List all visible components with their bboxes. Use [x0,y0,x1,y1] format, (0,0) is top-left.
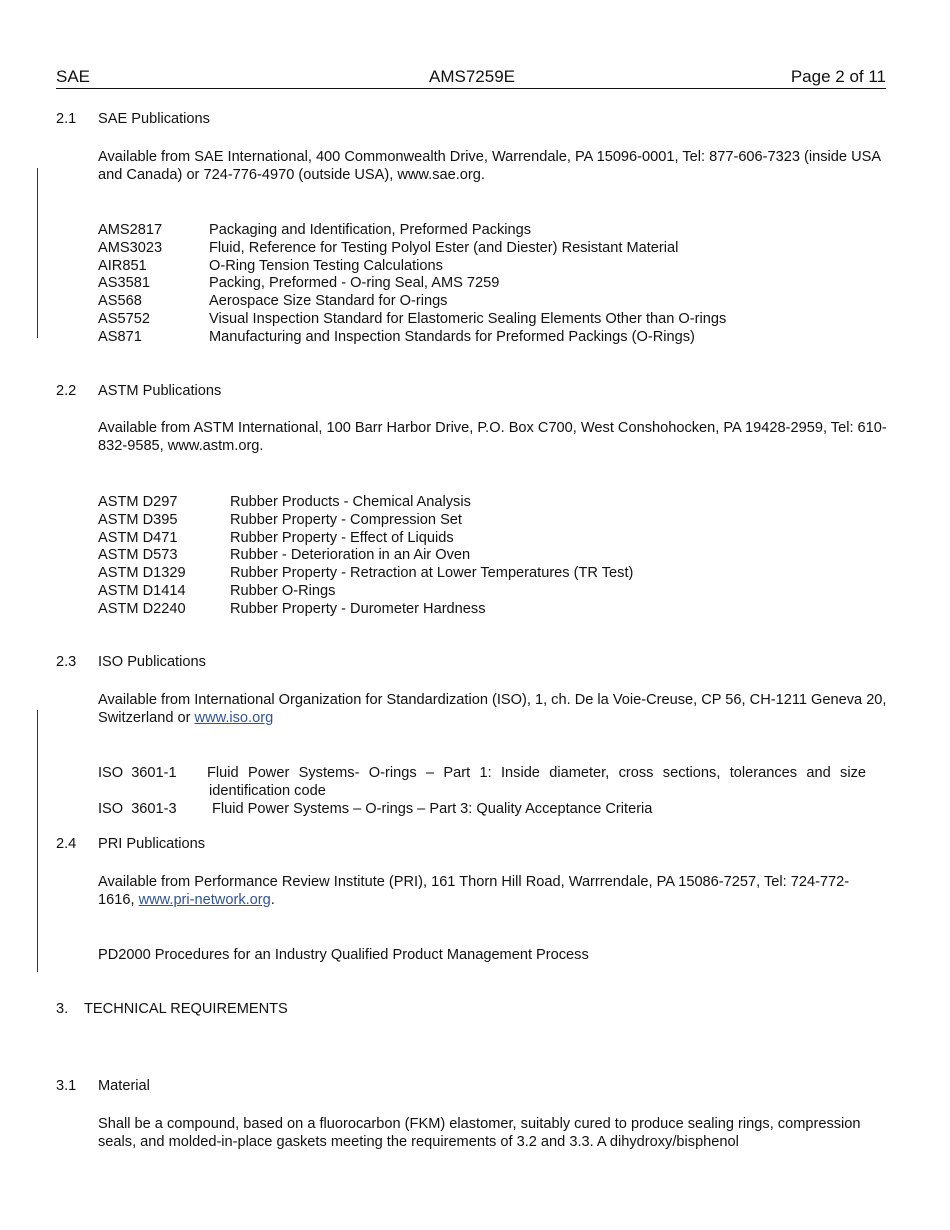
header-document-number: AMS7259E [429,67,515,86]
reference-item [98,546,888,564]
reference-title: Fluid, Reference for Testing Polyol Ester (and Diester) Resistant Material [209,239,679,256]
reference-item [98,529,888,547]
sae-reference-list [98,221,888,346]
reference-item [98,800,866,818]
reference-title: Fluid Power Systems- O-rings – Part 1: Inside diameter, cross sections, tolerances and size identification code [207,765,866,799]
section-title: Material [98,1078,150,1094]
reference-title: Rubber - Deterioration in an Air Oven [230,547,471,564]
reference-code: AIR851 [98,257,147,274]
pri-reference: PD2000 Procedures for an Industry Qualified Product Management Process [98,947,589,963]
material-paragraph: Shall be a compound, based on a fluorocarbon (FKM) elastomer, suitably cured to produce sealing rings, compression seals, and molded-in-place gaskets meeting the requirements of 3.2 and 3.3. A dihydroxy/bisphenol [98,1116,861,1150]
reference-item [98,582,888,600]
reference-item [98,239,888,257]
iso-availability-text: Available from International Organization for Standardization (ISO), 1, ch. De la Voie-Creuse, CP 56, CH-1211 Geneva 20, Switzerland or [98,692,887,726]
reference-item [98,221,888,239]
revision-change-bar [37,710,38,972]
reference-item [98,328,888,346]
reference-item [98,764,866,800]
astm-reference-list [98,493,888,618]
section-title: TECHNICAL REQUIREMENTS [84,1001,288,1017]
reference-code: ASTM D1329 [98,565,186,582]
revision-change-bar [37,168,38,338]
section-title: PRI Publications [98,836,206,852]
reference-code: ISO 3601-1 [98,765,177,781]
reference-code: ASTM D395 [98,511,178,528]
reference-item [98,511,888,529]
section-title: ISO Publications [98,654,206,670]
reference-item [98,310,888,328]
reference-code: AS5752 [98,310,150,327]
reference-title: Rubber O-Rings [230,582,336,599]
iso-website-link[interactable]: www.iso.org [194,710,274,726]
reference-code: AMS3023 [98,239,163,256]
reference-title: Rubber Property - Retraction at Lower Temperatures (TR Test) [230,565,634,582]
astm-availability-paragraph: Available from ASTM International, 100 Barr Harbor Drive, P.O. Box C700, West Conshohocken, PA 19428-2959, Tel: 610-832-9585, www.astm.org. [98,420,887,454]
reference-title: O-Ring Tension Testing Calculations [209,257,443,274]
reference-code: AS3581 [98,275,150,292]
reference-code: ASTM D297 [98,494,178,510]
reference-title: Rubber Property - Effect of Liquids [230,529,454,546]
pri-availability-end: . [270,892,275,908]
header-organization: SAE [56,67,91,86]
section-number: 2.3 [56,654,77,670]
reference-code: ASTM D573 [98,547,178,564]
section-number: 2.1 [56,111,77,127]
sae-availability-paragraph: Available from SAE International, 400 Commonwealth Drive, Warrendale, PA 15096-0001, Tel: 877-606-7323 (inside USA and Canada) or 724-776-4970 (outside USA), www.sae.org. [98,149,881,183]
reference-code: AMS2817 [98,222,163,238]
reference-code: ASTM D471 [98,529,178,546]
iso-availability-paragraph [98,691,888,727]
reference-title: Aerospace Size Standard for O-rings [209,293,448,310]
reference-code: ASTM D2240 [98,600,186,617]
reference-item [98,600,888,618]
reference-title: Packing, Preformed - O-ring Seal, AMS 7259 [209,275,500,292]
reference-item [98,493,888,511]
iso-reference-list [98,764,866,818]
reference-item [98,292,888,310]
pri-website-link[interactable]: www.pri-network.org [138,892,271,908]
section-title: SAE Publications [98,111,210,127]
reference-title: Rubber Property - Durometer Hardness [230,600,486,617]
page-header [56,66,886,89]
section-number: 3. [56,1001,69,1017]
section-number: 3.1 [56,1078,77,1094]
reference-item [98,257,888,275]
pri-availability-paragraph [98,873,873,909]
reference-title: Packaging and Identification, Preformed Packings [209,222,532,238]
section-number: 2.4 [56,836,77,852]
header-page-number: Page 2 of 11 [790,67,886,86]
reference-code: ISO 3601-3 [98,801,177,817]
pri-availability-text: Available from Performance Review Institute (PRI), 161 Thorn Hill Road, Warrrendale, PA 15086-7257, Tel: 724-772-1616, [98,874,850,908]
reference-title: Fluid Power Systems – O-rings – Part 3: Quality Acceptance Criteria [212,801,653,817]
reference-code: AS871 [98,328,142,345]
reference-code: ASTM D1414 [98,582,186,599]
reference-title: Manufacturing and Inspection Standards for Preformed Packings (O-Rings) [209,328,695,345]
reference-title: Rubber Property - Compression Set [230,511,462,528]
reference-code: AS568 [98,293,142,310]
section-number: 2.2 [56,383,77,399]
section-title: ASTM Publications [98,383,222,399]
reference-title: Rubber Products - Chemical Analysis [230,494,471,510]
reference-title: Visual Inspection Standard for Elastomeric Sealing Elements Other than O-rings [209,310,727,327]
reference-item [98,274,888,292]
reference-item [98,564,888,582]
